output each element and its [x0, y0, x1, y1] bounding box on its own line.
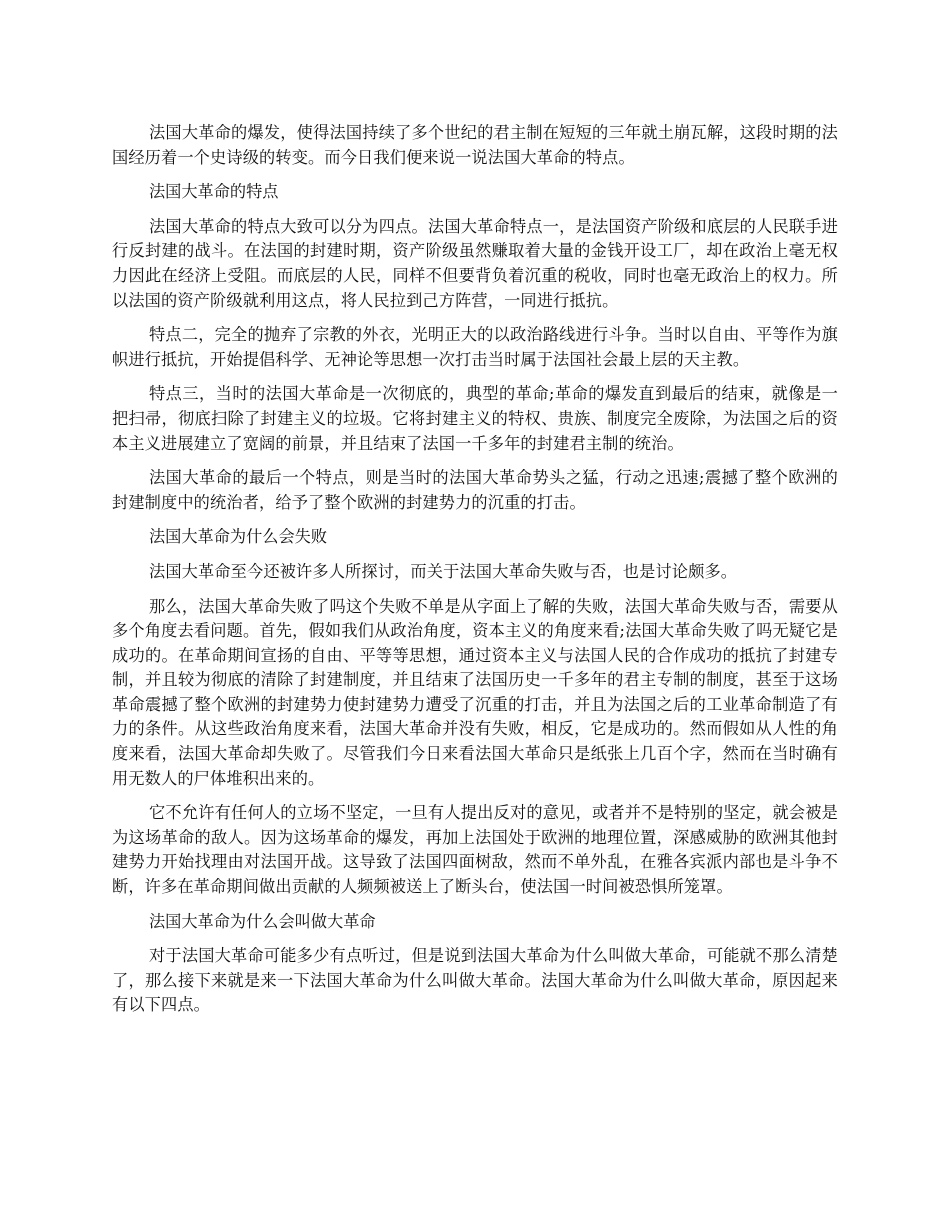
paragraph-feature-two: 特点二，完全的抛弃了宗教的外衣，光明正大的以政治路线进行斗争。当时以自由、平等作为旗帜进行抵抗，开始提倡科学、无神论等思想一次打击当时属于法国社会最上层的天主教。 [112, 325, 838, 369]
paragraph-why-great-intro: 对于法国大革命可能多少有点听过，但是说到法国大革命为什么叫做大革命，可能就不那么清楚了，那么接下来就是来一下法国大革命为什么叫做大革命。法国大革命为什么叫做大革命，原因起来有以下四点。 [112, 946, 838, 1015]
paragraph-feature-four: 法国大革命的最后一个特点，则是当时的法国大革命势头之猛，行动之迅速;震撼了整个欧洲的封建制度中的统治者，给予了整个欧洲的封建势力的沉重的打击。 [112, 468, 838, 512]
section-heading-features: 法国大革命的特点 [149, 182, 279, 202]
paragraph-feature-one: 法国大革命的特点大致可以分为四点。法国大革命特点一，是法国资产阶级和底层的人民联手进行反封建的战斗。在法国的封建时期，资产阶级虽然赚取着大量的金钱开设工厂，却在政治上毫无权力因此在经济上受阻。而底层的人民，同样不但要背负着沉重的税收，同时也毫无政治上的权力。所以法国的资产阶级就利用这点，将人民拉到己方阵营，一同进行抵抗。 [112, 216, 838, 310]
paragraph-feature-three: 特点三，当时的法国大革命是一次彻底的，典型的革命;革命的爆发直到最后的结束，就像是一把扫帚，彻底扫除了封建主义的垃圾。它将封建主义的特权、贵族、制度完全废除，为法国之后的资本主义进展建立了宽阔的前景，并且结束了法国一千多年的封建君主制的统治。 [112, 384, 838, 453]
paragraph-failure-terror: 它不允许有任何人的立场不坚定，一旦有人提出反对的意见，或者并不是特别的坚定，就会被是为这场革命的敌人。因为这场革命的爆发，再加上法国处于欧洲的地理位置，深感威胁的欧洲其他封建势力开始找理由对法国开战。这导致了法国四面树敌，然而不单外乱，在雅各宾派内部也是斗争不断，许多在革命期间做出贡献的人频频被送上了断头台，使法国一时间被恐惧所笼罩。 [112, 803, 838, 897]
section-heading-failure: 法国大革命为什么会失败 [149, 527, 328, 547]
paragraph-failure-intro: 法国大革命至今还被许多人所探讨，而关于法国大革命失败与否，也是讨论颇多。 [149, 561, 738, 581]
paragraph-intro: 法国大革命的爆发，使得法国持续了多个世纪的君主制在短短的三年就土崩瓦解，这段时期的法国经历着一个史诗级的转变。而今日我们便来说一说法国大革命的特点。 [112, 123, 838, 167]
section-heading-why-great: 法国大革命为什么会叫做大革命 [149, 911, 376, 931]
paragraph-failure-analysis: 那么，法国大革命失败了吗这个失败不单是从字面上了解的失败，法国大革命失败与否，需要从多个角度去看问题。首先，假如我们从政治角度，资本主义的角度来看;法国大革命失败了吗无疑它是成功的。在革命期间宣扬的自由、平等等思想，通过资本主义与法国人民的合作成功的抵抗了封建专制，并且较为彻底的清除了封建制度，并且结束了法国历史一千多年的君主专制的制度，甚至于这场革命震撼了整个欧洲的封建势力使封建势力遭受了沉重的打击，并且为法国之后的工业革命制造了有力的条件。从这些政治角度来看，法国大革命并没有失败，相反，它是成功的。然而假如从人性的角度来看，法国大革命却失败了。尽管我们今日来看法国大革命只是纸张上几百个字，然而在当时确有用无数人的尸体堆积出来的。 [112, 596, 838, 788]
